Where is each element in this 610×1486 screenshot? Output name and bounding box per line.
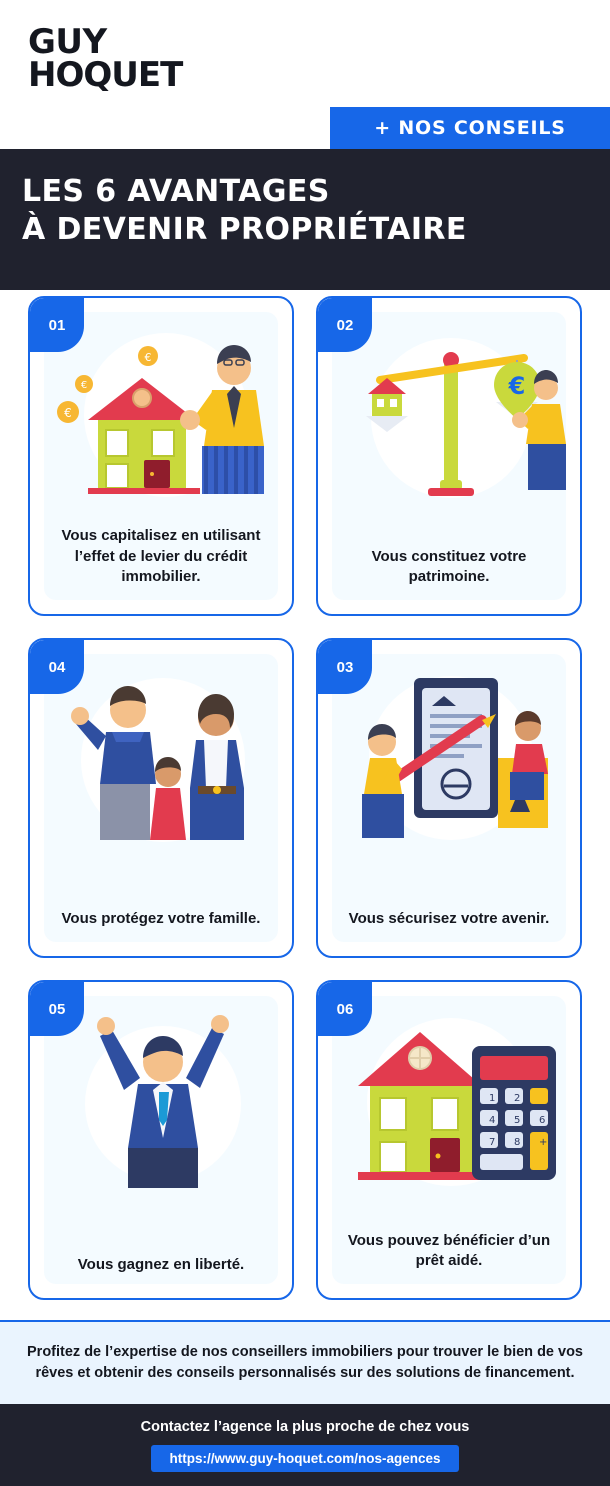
grid-row bbox=[0, 638, 610, 958]
svg-text:8: 8 bbox=[514, 1137, 521, 1148]
card-caption: Vous sécurisez votre avenir. bbox=[348, 910, 550, 928]
card-caption: Vous gagnez en liberté. bbox=[77, 1256, 245, 1274]
card-caption: Vous pouvez bénéficier d’un prêt aidé. bbox=[347, 1231, 551, 1270]
card-number-badge: 03 bbox=[318, 640, 372, 694]
advantage-card-04[interactable] bbox=[28, 638, 294, 958]
advantages-grid bbox=[0, 296, 610, 1322]
footer-contact-text: Contactez l’agence la plus proche de chez vous bbox=[140, 1418, 470, 1435]
card-caption: Vous capitalisez en utilisant l’effet de levier du crédit immobilier. bbox=[61, 526, 261, 586]
title-line-2: À DEVENIR PROPRIÉTAIRE bbox=[22, 211, 467, 247]
card-number-badge: 05 bbox=[30, 982, 84, 1036]
agencies-url-button[interactable]: https://www.guy-hoquet.com/nos-agences bbox=[151, 1445, 458, 1472]
footer-contact-band bbox=[0, 1404, 610, 1486]
card-number-badge: 04 bbox=[30, 640, 84, 694]
svg-text:4: 4 bbox=[489, 1115, 496, 1126]
title-line-1: LES 6 AVANTAGES bbox=[22, 174, 330, 209]
svg-text:7: 7 bbox=[489, 1137, 496, 1148]
svg-text:5: 5 bbox=[514, 1115, 521, 1126]
svg-text:+: + bbox=[539, 1137, 548, 1148]
advantage-card-02[interactable] bbox=[316, 296, 582, 616]
svg-text:1: 1 bbox=[489, 1093, 496, 1104]
svg-text:€: € bbox=[64, 406, 72, 420]
card-number-badge: 06 bbox=[318, 982, 372, 1036]
svg-text:6: 6 bbox=[539, 1115, 546, 1126]
card-number-badge: 01 bbox=[30, 298, 84, 352]
advantage-card-05[interactable] bbox=[28, 980, 294, 1300]
svg-text:2: 2 bbox=[514, 1093, 521, 1104]
svg-text:€: € bbox=[508, 372, 526, 400]
house-with-agent-illustration bbox=[44, 320, 282, 510]
family-illustration bbox=[44, 662, 282, 852]
contract-signing-illustration bbox=[332, 662, 570, 852]
svg-text:€: € bbox=[80, 380, 88, 391]
house-calculator-illustration bbox=[332, 1004, 570, 1194]
page-title bbox=[22, 173, 467, 248]
footer bbox=[0, 1320, 610, 1486]
happy-person-illustration bbox=[44, 1004, 282, 1194]
grid-row bbox=[0, 980, 610, 1300]
grid-row bbox=[0, 296, 610, 616]
advantage-card-06[interactable] bbox=[316, 980, 582, 1300]
card-caption: Vous constituez votre patrimoine. bbox=[371, 547, 527, 586]
logo-line-2: HOQUET bbox=[28, 55, 183, 96]
brand-logo bbox=[28, 22, 183, 96]
nos-conseils-label: + NOS CONSEILS bbox=[374, 117, 566, 139]
footer-expertise-band bbox=[0, 1320, 610, 1404]
title-band bbox=[0, 149, 610, 290]
nos-conseils-tab[interactable] bbox=[330, 107, 610, 149]
card-caption: Vous protégez votre famille. bbox=[61, 910, 261, 928]
card-number-badge: 02 bbox=[318, 298, 372, 352]
svg-text:€: € bbox=[144, 351, 152, 364]
balance-scale-house-euro-illustration bbox=[332, 320, 570, 510]
advantage-card-03[interactable] bbox=[316, 638, 582, 958]
footer-expertise-text: Profitez de l’expertise de nos conseillers immobiliers pour trouver le bien de vos rêves et obtenir des conseils personnalisés sur des solutions de financement. bbox=[27, 1343, 583, 1381]
logo-line-1: GUY bbox=[28, 22, 107, 62]
advantage-card-01[interactable] bbox=[28, 296, 294, 616]
